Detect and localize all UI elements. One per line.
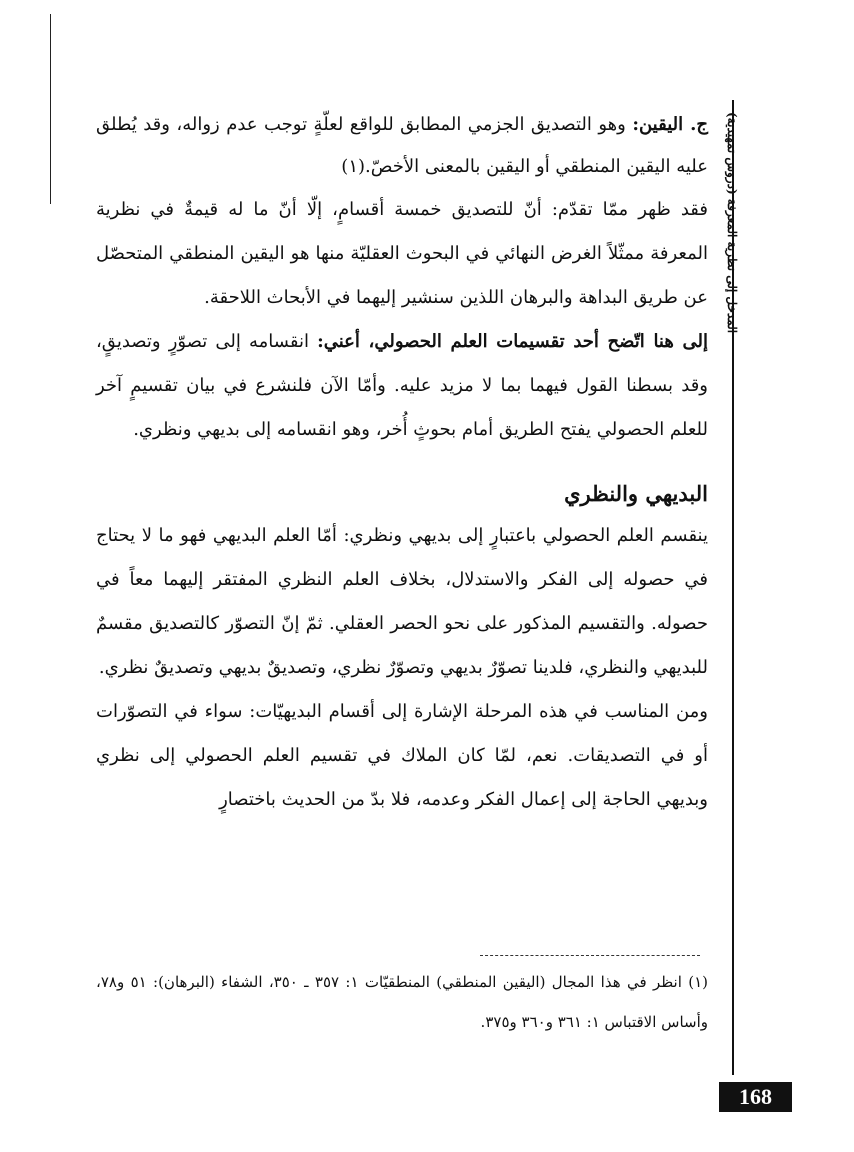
paragraph-definition: ينقسم العلم الحصولي باعتبارٍ إلى بديهي ونظري: أمّا العلم البديهي فهو ما لا يحتاج في حصوله إلى الفكر والاستدلال، بخلاف العلم النظري المفتقر إليهما معاً في حصوله. والتقسيم المذكور على نحو الحصر العقلي. ثمّ إنّ التصوّر كالتصديق مقسمٌ للبديهي والنظري، فلدينا تصوّرٌ بديهي وتصوّرٌ نظري، وتصديقٌ بديهي وتصديقٌ نظري. <box>96 525 708 678</box>
paragraph-text: انقسامه إلى تصوّرٍ وتصديقٍ، وقد بسطنا القول فيهما بما لا مزيد عليه. وأمّا الآن فلنشرع في بيان تقسيمٍ آخر للعلم الحصولي يفتح الطريق أمام بحوثٍ أُخر، وهو انقسامه إلى بديهي ونظري. <box>96 331 708 440</box>
footnote-separator <box>480 955 700 956</box>
page-number: 168 <box>719 1082 792 1112</box>
paragraph-transition <box>96 320 708 452</box>
paragraph-certainty <box>96 104 708 188</box>
paragraph-text: وهو التصديق الجزمي المطابق للواقع لعلّةٍ توجب عدم زواله، وقد يُطلق عليه اليقين المنطقي أو اليقين بالمعنى الأخصّ.(١) <box>96 114 708 177</box>
running-head: المدخل إلى نظرية المعرفة (دروس تمهيدية) <box>725 112 739 334</box>
gutter-line <box>50 14 51 204</box>
section-heading: البديهي والنظري <box>564 481 708 506</box>
footnote: (١) انظر في هذا المجال (اليقين المنطقي) المنطقيّات ١: ٣٥٧ ـ ٣٥٠، الشفاء (البرهان): ٥١ و٧٨، وأساس الاقتباس ١: ٣٦١ و٣٦٠ و٣٧٥. <box>96 973 709 1031</box>
paragraph-label: ج. اليقين: <box>632 114 708 135</box>
paragraph-types: ومن المناسب في هذه المرحلة الإشارة إلى أقسام البديهيّات: سواء في التصوّرات أو في التصديقات. نعم، لمّا كان الملاك في تقسيم العلم الحصولي إلى نظري وبديهي الحاجة إلى إعمال الفكر وعدمه، فلا بدّ من الحديث باختصارٍ <box>96 701 708 810</box>
paragraph-bold-lead: إلى هنا اتّضح أحد تقسيمات العلم الحصولي، أعني: <box>317 331 708 352</box>
paragraph-summary: فقد ظهر ممّا تقدّم: أنّ للتصديق خمسة أقسامٍ، إلّا أنّ ما له قيمةٌ في نظرية المعرفة ممثّلاً الغرض النهائي في البحوث العقليّة منها هو اليقين المنطقي المتحصّل عن طريق البداهة والبرهان اللذين سنشير إليهما في الأبحاث اللاحقة. <box>96 199 708 308</box>
main-text <box>96 104 708 822</box>
